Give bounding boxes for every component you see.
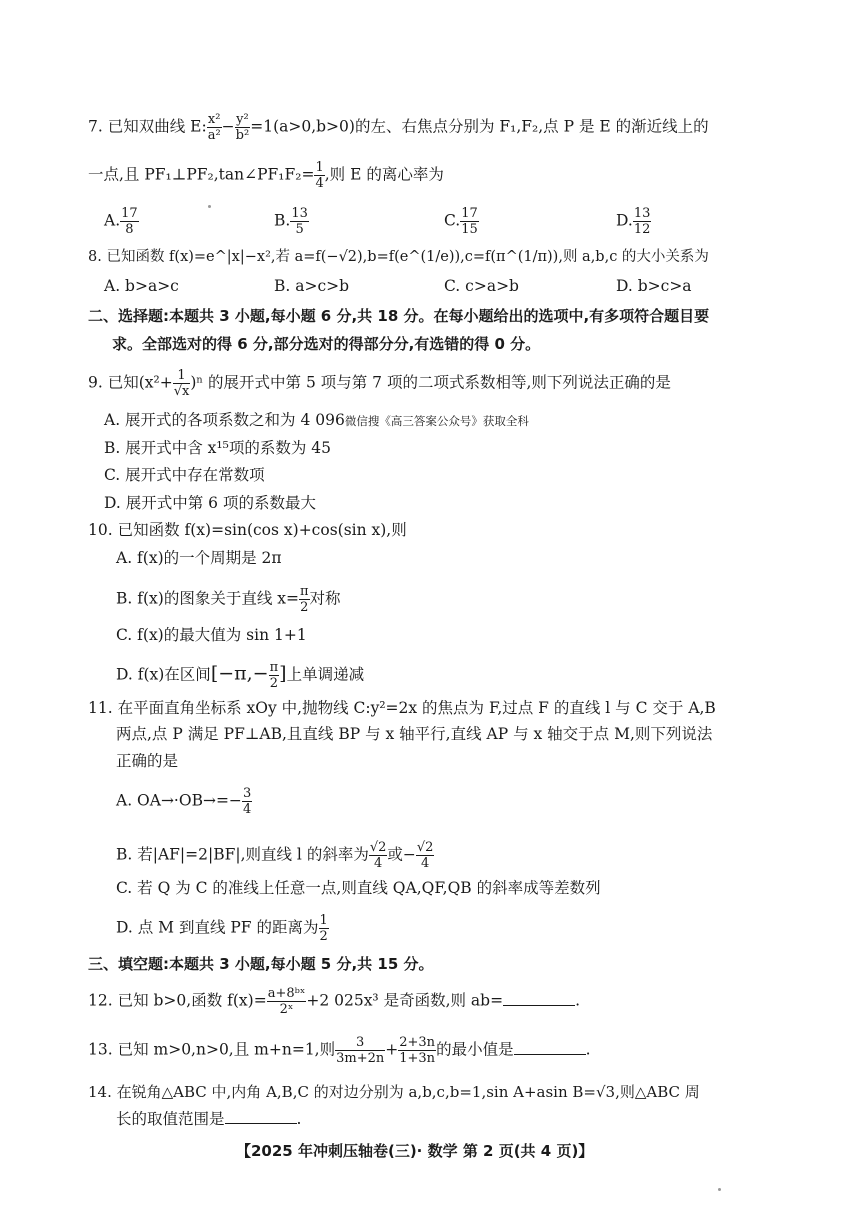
q11-stem-line3: 正确的是 [116, 752, 179, 770]
scan-speck [718, 1188, 721, 1191]
q9-stem: 9. 已知(x²+ $\frac{1}{√x}$ )ⁿ 的展开式中第 5 项与第 7 项的二项式系数相等,则下列说法正确的是 [88, 368, 671, 399]
section2-heading-line2: 求。全部选对的得 6 分,部分选对的得部分分,有选错的得 0 分。 [112, 335, 541, 353]
q7-option-c: C. $\frac{17}{15}$ [444, 206, 478, 237]
scan-speck [208, 205, 211, 208]
q8-option-c: C. c>a>b [444, 277, 519, 295]
q7-frac-tan: $\frac{1}{4}$ [315, 160, 324, 191]
q12-answer-blank[interactable] [503, 991, 575, 1006]
q9-option-a: A. 展开式的各项系数之和为 4 096微信搜《高三答案公众号》获取全科 [104, 411, 529, 429]
q7-stem-line2: 一点,且 PF₁⊥PF₂,tan∠PF₁F₂= $\frac{1}{4}$ ,则 E 的离心率为 [88, 160, 444, 191]
q7-frac-x: $\frac{\text{x²}}{\text{a²}}$ [207, 112, 221, 143]
q7-frac-y: $\frac{\text{y²}}{\text{b²}}$ [235, 112, 250, 143]
q8-option-d: D. b>c>a [616, 277, 692, 295]
watermark-text: 微信搜《高三答案公众号》获取全科 [344, 414, 529, 428]
q10-option-b: B. f(x)的图象关于直线 x= $\frac{\pi}{2}$ 对称 [116, 584, 341, 615]
q11-stem-line2: 两点,点 P 满足 PF⊥AB,且直线 BP 与 x 轴平行,直线 AP 与 x 轴交于点 M,则下列说法 [116, 725, 713, 743]
q11-option-c: C. 若 Q 为 C 的准线上任意一点,则直线 QA,QF,QB 的斜率成等差数列 [116, 879, 601, 897]
q9-option-c: C. 展开式中存在常数项 [104, 466, 265, 484]
page-footer: 【2025 年冲刺压轴卷(三)· 数学 第 2 页(共 4 页)】 [236, 1142, 594, 1160]
section3-heading: 三、填空题:本题共 3 小题,每小题 5 分,共 15 分。 [88, 955, 434, 973]
q8-stem: 8. 已知函数 f(x)=e^|x|−x²,若 a=f(−√2),b=f(e^(1/e)),c=f(π^(1/π)),则 a,b,c 的大小关系为 [88, 249, 709, 265]
q8-option-b: B. a>c>b [274, 277, 350, 295]
q9-option-b: B. 展开式中含 x¹⁵项的系数为 45 [104, 439, 331, 457]
q7-option-d: D. $\frac{13}{12}$ [616, 206, 651, 237]
q10-option-d: D. f(x)在区间[−π,− $\frac{\pi}{2}$ ]上单调递减 [116, 660, 365, 691]
q14-stem-line1: 14. 在锐角△ABC 中,内角 A,B,C 的对边分别为 a,b,c,b=1,sin A+asin B=√3,则△ABC 周 [88, 1083, 700, 1101]
q13-stem: 13. 已知 m>0,n>0,且 m+n=1,则 $\frac{3}{3m+2n}$ + $\frac{2+3n}{1+3n}$ 的最小值是 . [88, 1035, 591, 1066]
q11-option-b: B. 若|AF|=2|BF|,则直线 l 的斜率为 $\frac{√2}{4}$ 或− $\frac{√2}{4}$ [116, 840, 434, 871]
q10-stem: 10. 已知函数 f(x)=sin(cos x)+cos(sin x),则 [88, 521, 407, 539]
q11-option-d: D. 点 M 到直线 PF 的距离为 $\frac{1}{2}$ [116, 913, 328, 944]
q10-option-c: C. f(x)的最大值为 sin 1+1 [116, 626, 307, 644]
q12-stem: 12. 已知 b>0,函数 f(x)= $\frac{\text{a+8ᵇˣ}}{\text{2ˣ}}$ +2 025x³ 是奇函数,则 ab= . [88, 986, 581, 1017]
q13-answer-blank[interactable] [514, 1040, 586, 1055]
q14-stem-line2: 长的取值范围是 . [116, 1110, 302, 1128]
q7-option-a: A. $\frac{17}{8}$ [104, 206, 138, 237]
q11-stem-line1: 11. 在平面直角坐标系 xOy 中,抛物线 C:y²=2x 的焦点为 F,过点 F 的直线 l 与 C 交于 A,B [88, 699, 716, 717]
q14-answer-blank[interactable] [225, 1109, 297, 1124]
q7-stem-line1: 7. 已知双曲线 E: $\frac{\text{x²}}{\text{a²}}$ − $\frac{\text{y²}}{\text{b²}}$ =1(a>0,b>0)的左、右焦点分别为 F₁,F₂,点 P 是 E 的渐近线上的 [88, 112, 709, 143]
q8-option-a: A. b>a>c [104, 277, 179, 295]
q10-option-a: A. f(x)的一个周期是 2π [116, 549, 282, 567]
section2-heading-line1: 二、选择题:本题共 3 小题,每小题 6 分,共 18 分。在每小题给出的选项中,有多项符合题目要 [88, 307, 710, 325]
q11-option-a: A. OA→·OB→=− $\frac{3}{4}$ [116, 786, 252, 817]
q7-option-b: B. $\frac{13}{5}$ [274, 206, 308, 237]
q9-option-d: D. 展开式中第 6 项的系数最大 [104, 494, 316, 512]
